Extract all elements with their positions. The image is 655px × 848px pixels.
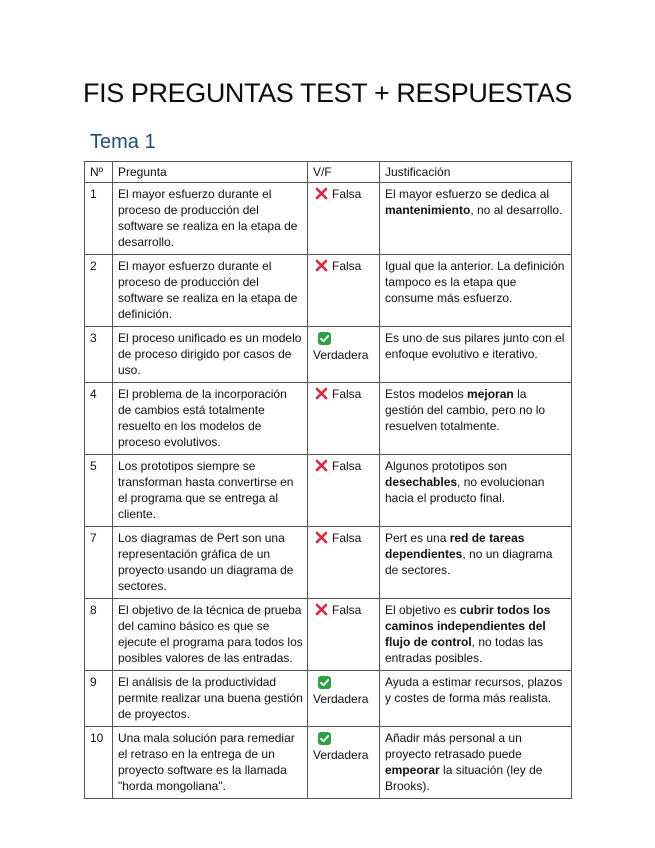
- question-text: Los prototipos siempre se transforman hasta convertirse en el programa que se entrega al cliente.: [113, 455, 308, 527]
- justification-emphasis: cubrir todos los caminos independientes del flujo de control: [385, 603, 551, 649]
- answer-cell: [308, 671, 380, 727]
- justification-text: [380, 671, 572, 727]
- answer-label: Verdadera: [313, 692, 369, 706]
- justification-segment: El mayor esfuerzo se dedica al: [385, 187, 550, 201]
- header-justification: Justificación: [380, 162, 572, 183]
- document-title: FIS PREGUNTAS TEST + RESPUESTAS: [83, 78, 572, 108]
- answer-label: Falsa: [332, 603, 362, 617]
- cross-icon: [315, 459, 328, 472]
- cross-icon: [315, 187, 328, 200]
- justification-text: [380, 255, 572, 327]
- justification-segment: Añadir más personal a un proyecto retrasado puede: [385, 731, 522, 761]
- justification-text: [380, 599, 572, 671]
- table-row: [85, 327, 572, 383]
- question-text: El problema de la incorporación de cambios está totalmente resuelto en los modelos de proceso evolutivos.: [113, 383, 308, 455]
- justification-text: [380, 727, 572, 799]
- answer-cell: [308, 727, 380, 799]
- question-number: 7: [85, 527, 113, 599]
- check-icon: [318, 332, 331, 345]
- justification-segment: Pert es una: [385, 531, 450, 545]
- answer-cell: [308, 255, 380, 327]
- cross-icon: [315, 387, 328, 400]
- table-row: [85, 183, 572, 255]
- question-text: El mayor esfuerzo durante el proceso de producción del software se realiza en la etapa de definición.: [113, 255, 308, 327]
- answer-cell: [308, 327, 380, 383]
- header-question: Pregunta: [113, 162, 308, 183]
- justification-segment: , no evolucionan hacia el producto final.: [385, 475, 545, 505]
- justification-segment: Algunos prototipos son: [385, 459, 508, 473]
- table-row: [85, 671, 572, 727]
- answer-label: Falsa: [332, 531, 362, 545]
- table-row: [85, 599, 572, 671]
- table-row: [85, 527, 572, 599]
- justification-emphasis: mejoran: [467, 387, 514, 401]
- table-row: [85, 255, 572, 327]
- cross-icon: [315, 259, 328, 272]
- question-text: Una mala solución para remediar el retraso en la entrega de un proyecto software es la llamada "horda mongoliana".: [113, 727, 308, 799]
- questions-table-body: [85, 183, 572, 799]
- answer-label: Falsa: [332, 259, 362, 273]
- justification-text: [380, 527, 572, 599]
- question-number: 5: [85, 455, 113, 527]
- justification-text: [380, 383, 572, 455]
- justification-segment: El objetivo es: [385, 603, 460, 617]
- justification-segment: Ayuda a estimar recursos, plazos y costes de forma más realista.: [385, 675, 563, 705]
- table-header-row: [85, 162, 572, 183]
- question-text: El análisis de la productividad permite realizar una buena gestión de proyectos.: [113, 671, 308, 727]
- answer-cell: [308, 455, 380, 527]
- question-number: 10: [85, 727, 113, 799]
- section-heading: Tema 1: [90, 131, 156, 153]
- justification-text: [380, 183, 572, 255]
- justification-segment: Estos modelos: [385, 387, 468, 401]
- answer-label: Falsa: [332, 187, 362, 201]
- answer-label: Falsa: [332, 387, 362, 401]
- justification-emphasis: desechables: [385, 475, 458, 489]
- cross-icon: [315, 603, 328, 616]
- answer-cell: [308, 527, 380, 599]
- justification-emphasis: mantenimiento: [385, 203, 471, 217]
- question-text: El proceso unificado es un modelo de proceso dirigido por casos de uso.: [113, 327, 308, 383]
- answer-cell: [308, 183, 380, 255]
- question-text: Los diagramas de Pert son una representación gráfica de un proyecto usando un diagrama de sectores.: [113, 527, 308, 599]
- justification-emphasis: empeorar: [385, 763, 440, 777]
- table-row: [85, 383, 572, 455]
- header-number: Nº: [85, 162, 113, 183]
- question-text: El mayor esfuerzo durante el proceso de producción del software se realiza en la etapa de desarrollo.: [113, 183, 308, 255]
- question-text: El objetivo de la técnica de prueba del camino básico es que se ejecute el programa para todos los posibles valores de las entradas.: [113, 599, 308, 671]
- justification-segment: la situación (ley de Brooks).: [385, 763, 543, 793]
- table-row: [85, 455, 572, 527]
- question-number: 9: [85, 671, 113, 727]
- answer-label: Verdadera: [313, 748, 369, 762]
- justification-segment: , no al desarrollo.: [470, 203, 563, 217]
- table-row: [85, 727, 572, 799]
- justification-text: [380, 327, 572, 383]
- justification-segment: Igual que la anterior. La definición tampoco es la etapa que consume más esfuerzo.: [385, 259, 565, 305]
- answer-label: Verdadera: [313, 348, 369, 362]
- cross-icon: [315, 531, 328, 544]
- justification-segment: , no un diagrama de sectores.: [385, 547, 553, 577]
- question-number: 3: [85, 327, 113, 383]
- justification-emphasis: red de tareas dependientes: [385, 531, 525, 561]
- questions-table: [84, 161, 572, 799]
- answer-label: Falsa: [332, 459, 362, 473]
- question-number: 8: [85, 599, 113, 671]
- question-number: 4: [85, 383, 113, 455]
- justification-segment: , no todas las entradas posibles.: [385, 635, 544, 665]
- question-number: 1: [85, 183, 113, 255]
- check-icon: [318, 676, 331, 689]
- justification-segment: Es uno de sus pilares junto con el enfoque evolutivo e iterativo.: [385, 331, 565, 361]
- answer-cell: [308, 383, 380, 455]
- header-true-false: V/F: [308, 162, 380, 183]
- justification-segment: la gestión del cambio, pero no lo resuelven totalmente.: [385, 387, 546, 433]
- answer-cell: [308, 599, 380, 671]
- check-icon: [318, 732, 331, 745]
- question-number: 2: [85, 255, 113, 327]
- justification-text: [380, 455, 572, 527]
